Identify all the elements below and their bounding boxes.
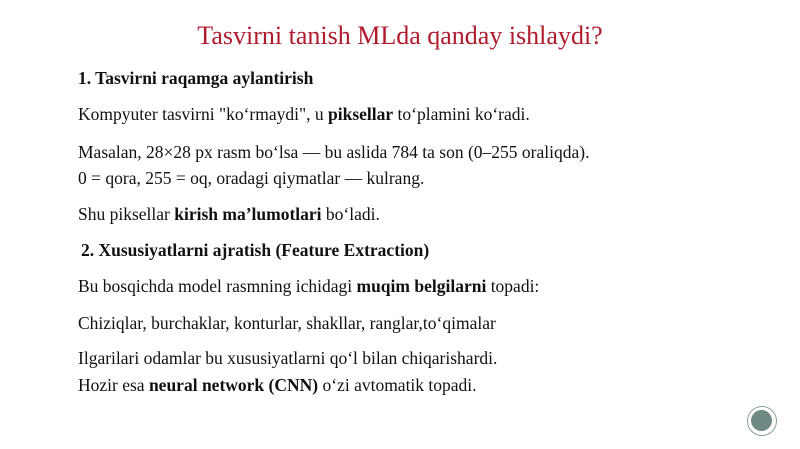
slide-nav-button[interactable] — [747, 406, 777, 436]
bold-text: kirish ma’lumotlari — [174, 204, 322, 224]
section1-paragraph-1 — [78, 103, 530, 125]
text: to‘plamini ko‘radi. — [393, 104, 530, 124]
section2-paragraph-1 — [78, 275, 539, 297]
text: o‘zi avtomatik topadi. — [318, 375, 477, 395]
circle-icon — [751, 410, 772, 431]
section2-paragraph-3-line-1: Ilgarilari odamlar bu xususiyatlarni qo‘l bilan chiqarishardi. — [78, 348, 498, 368]
section2-heading: 2. Xususiyatlarni ajratish (Feature Extraction) — [81, 240, 430, 260]
bold-text: piksellar — [328, 104, 394, 124]
text: Bu bosqichda model rasmning ichidagi — [78, 276, 357, 296]
section1-paragraph-3 — [78, 203, 380, 225]
section1-paragraph-2-line-2: 0 = qora, 255 = oq, oradagi qiymatlar — kulrang. — [78, 168, 425, 188]
section1-paragraph-2-line-1: Masalan, 28×28 px rasm bo‘lsa — bu aslida 784 ta son (0–255 oraliqda). — [78, 142, 590, 162]
text: topadi: — [486, 276, 540, 296]
text: Hozir esa — [78, 375, 149, 395]
section1-heading: 1. Tasvirni raqamga aylantirish — [78, 68, 314, 88]
text: Shu piksellar — [78, 204, 175, 224]
text: bo‘ladi. — [321, 204, 380, 224]
section2-paragraph-3-line-2 — [78, 374, 477, 396]
section2-paragraph-2: Chiziqlar, burchaklar, konturlar, shakllar, ranglar,to‘qimalar — [78, 313, 496, 333]
slide-title: Tasvirni tanish MLda qanday ishlaydi? — [197, 21, 603, 50]
text: Kompyuter tasvirni "ko‘rmaydi", u — [78, 104, 329, 124]
bold-text: muqim belgilarni — [356, 276, 487, 296]
bold-text: neural network (CNN) — [148, 375, 319, 395]
